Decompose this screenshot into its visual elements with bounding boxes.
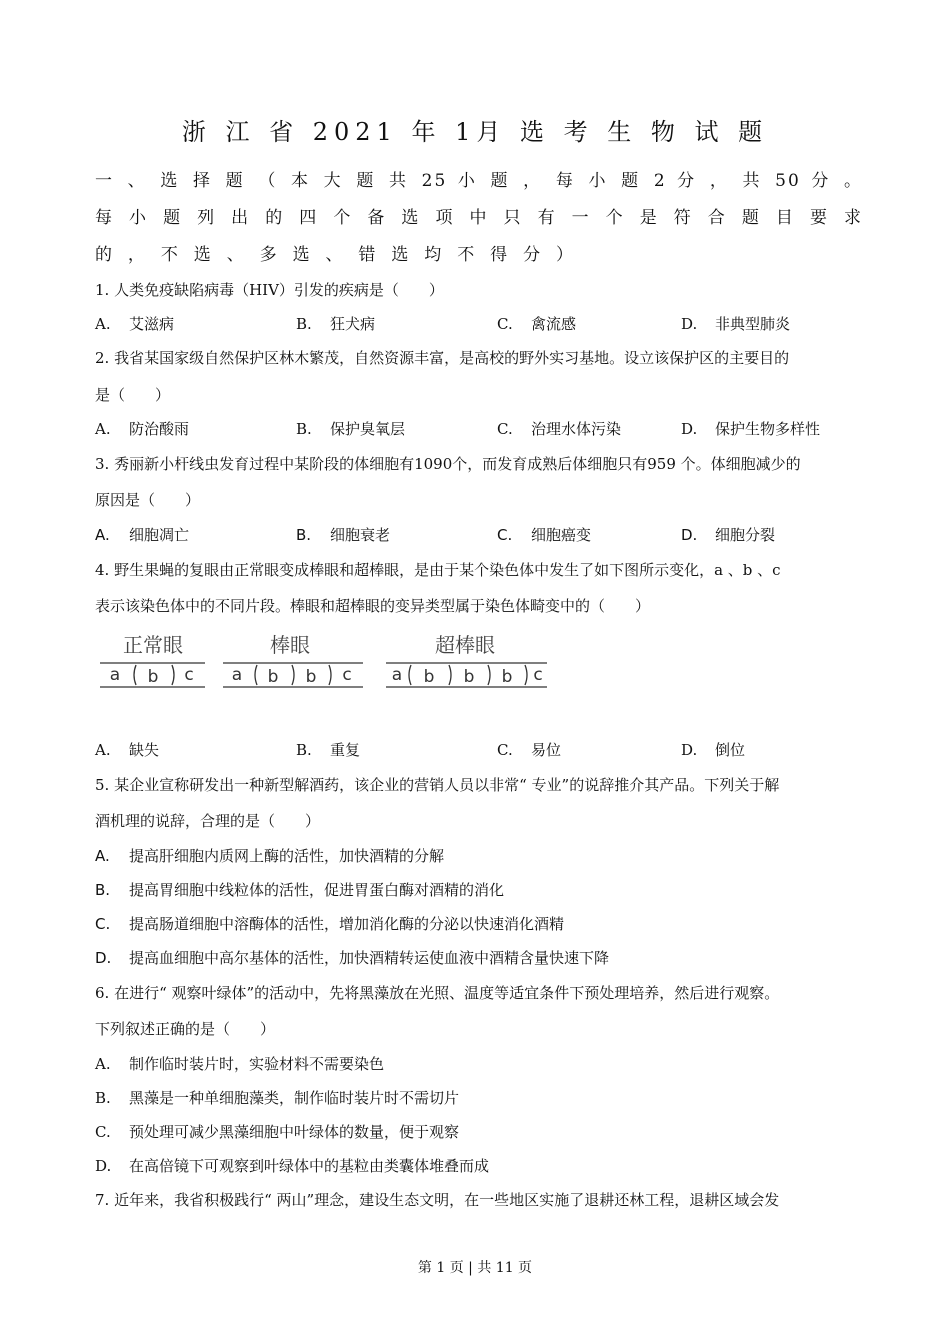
segment-b: b [501,667,513,687]
option-text: 制作临时装片时，实验材料不需要染色 [129,1055,385,1073]
question-1-option-d [681,313,790,334]
figure-label-ultra-bar-eye: 超棒眼 [435,633,495,657]
option-key: D. [681,315,698,333]
question-2-stem-line-1: 2. 我省某国家级自然保护区林木繁茂，自然资源丰富，是高校的野外实习基地。设立该保护区的主要目的 [95,349,790,367]
question-2-option-d [681,418,820,439]
question-6-stem-line-2: 下列叙述正确的是（ ） [95,1020,276,1038]
option-key: C. [497,420,513,438]
segment-b: b [147,667,159,687]
option-key: B. [95,1089,111,1107]
option-text: 提高血细胞中高尔基体的活性，加快酒精转运使血液中酒精含量快速下降 [129,949,610,967]
option-text: 重复 [330,741,361,759]
option-text: 狂犬病 [330,315,376,333]
question-2-option-a [95,418,189,439]
option-key: B. [296,420,312,438]
segment-a: a [231,665,243,685]
option-text: 易位 [531,741,562,759]
option-text: 禽流感 [531,315,577,333]
question-5-option-b [95,879,504,900]
segment-b: b [423,667,435,687]
option-key: A. [95,420,111,438]
option-text: 艾滋病 [129,315,175,333]
question-2-stem-line-2: 是（ ） [95,386,171,404]
section-instructions-line-1: 一 、 选 择 题 （ 本 大 题 共 25 小 题 ， 每 小 题 2 分 ， 共 50 分 。 [95,171,863,191]
option-key: A. [95,315,111,333]
segment-c: c [533,665,543,685]
option-text: 在高倍镜下可观察到叶绿体中的基粒由类囊体堆叠而成 [129,1157,490,1175]
segment-a: a [109,665,121,685]
question-3-stem-line-2: 原因是（ ） [95,491,201,509]
question-1-option-c [497,313,576,334]
segment-c: c [342,665,352,685]
question-5-option-a [95,845,444,866]
page-footer: 第 1 页 | 共 11 页 [417,1260,533,1276]
option-text: 细胞凋亡 [129,526,190,544]
option-key: D. [95,1157,112,1175]
figure-label-normal-eye: 正常眼 [123,633,183,657]
question-3-stem-line-1: 3. 秀丽新小杆线虫发育过程中某阶段的体细胞有1090个，而发育成熟后体细胞只有959 个。体细胞减少的 [95,455,801,473]
option-key: D. [681,420,698,438]
question-3-option-a [95,524,189,545]
question-5-option-c [95,913,564,934]
option-key: C. [497,741,513,759]
question-5-option-d [95,947,609,968]
question-4-option-d [681,739,745,760]
page-title: 浙 江 省 2021 年 1月 选 考 生 物 试 题 [181,118,769,146]
figure-normal-eye [100,633,205,687]
section-instructions-line-2: 每 小 题 列 出 的 四 个 备 选 项 中 只 有 一 个 是 符 合 题 目 要 求 [95,208,863,228]
figure-label-bar-eye: 棒眼 [270,633,310,657]
option-key: B. [296,315,312,333]
option-text: 细胞分裂 [715,526,776,544]
question-6-option-c [95,1121,459,1142]
option-key: A. [95,526,110,544]
segment-b: b [305,667,317,687]
question-1-option-a [95,313,174,334]
option-key: A. [95,741,111,759]
figure-ultra-bar-eye [386,633,547,687]
question-6-stem-line-1: 6. 在进行“ 观察叶绿体”的活动中，先将黑藻放在光照、温度等适宜条件下预处理培养，然后进行观察。 [95,984,780,1002]
option-key: B. [296,741,312,759]
option-text: 提高肝细胞内质网上酶的活性，加快酒精的分解 [129,847,445,865]
question-6-option-a [95,1053,384,1074]
chromosome-figure [95,625,565,700]
question-5-stem-line-1: 5. 某企业宣称研发出一种新型解酒药，该企业的营销人员以非常“ 专业”的说辞推介其产品。下列关于解 [95,776,780,794]
option-key: D. [95,949,112,967]
option-text: 细胞衰老 [330,526,391,544]
option-text: 黑藻是一种单细胞藻类，制作临时装片时不需切片 [129,1089,460,1107]
option-text: 倒位 [715,741,746,759]
question-3-option-c [497,524,591,545]
option-text: 非典型肺炎 [715,315,791,333]
question-6-option-d [95,1155,489,1176]
segment-a: a [391,665,403,685]
question-7-stem-line-1: 7. 近年来，我省积极践行“ 两山”理念，建设生态文明，在一些地区实施了退耕还林工程，退耕区域会发 [95,1191,780,1209]
option-key: D. [681,741,698,759]
option-key: A. [95,847,110,865]
question-4-stem-line-1: 4. 野生果蝇的复眼由正常眼变成棒眼和超棒眼，是由于某个染色体中发生了如下图所示变化，a 、b 、c [95,561,781,579]
segment-b: b [463,667,475,687]
option-key: C. [95,915,111,933]
segment-b: b [267,667,279,687]
option-text: 防治酸雨 [129,420,190,438]
option-text: 提高肠道细胞中溶酶体的活性，增加消化酶的分泌以快速消化酒精 [129,915,565,933]
question-4-option-a [95,739,159,760]
question-3-option-d [681,524,775,545]
option-text: 治理水体污染 [531,420,622,438]
question-1-stem: 1. 人类免疫缺陷病毒（HIV）引发的疾病是（ ） [95,281,444,299]
option-text: 保护臭氧层 [330,420,406,438]
question-6-option-b [95,1087,459,1108]
figure-bar-eye [223,633,363,687]
question-4-option-b [296,739,360,760]
option-text: 预处理可减少黑藻细胞中叶绿体的数量，便于观察 [129,1123,460,1141]
option-key: D. [681,526,698,544]
option-key: C. [95,1123,111,1141]
option-key: B. [296,526,312,544]
option-key: A. [95,1055,111,1073]
option-key: B. [95,881,111,899]
question-2-option-b [296,418,405,439]
option-text: 保护生物多样性 [715,420,821,438]
option-text: 缺失 [129,741,160,759]
option-text: 提高胃细胞中线粒体的活性，促进胃蛋白酶对酒精的消化 [129,881,505,899]
question-5-stem-line-2: 酒机理的说辞，合理的是（ ） [95,812,321,830]
question-3-option-b [296,524,390,545]
question-1-option-b [296,313,375,334]
segment-c: c [184,665,194,685]
option-text: 细胞癌变 [531,526,592,544]
option-key: C. [497,526,513,544]
option-key: C. [497,315,513,333]
question-2-option-c [497,418,621,439]
section-instructions-line-3: 的 ， 不 选 、 多 选 、 错 选 均 不 得 分 ） [95,245,575,265]
question-4-stem-line-2: 表示该染色体中的不同片段。棒眼和超棒眼的变异类型属于染色体畸变中的（ ） [95,597,651,615]
question-4-option-c [497,739,561,760]
